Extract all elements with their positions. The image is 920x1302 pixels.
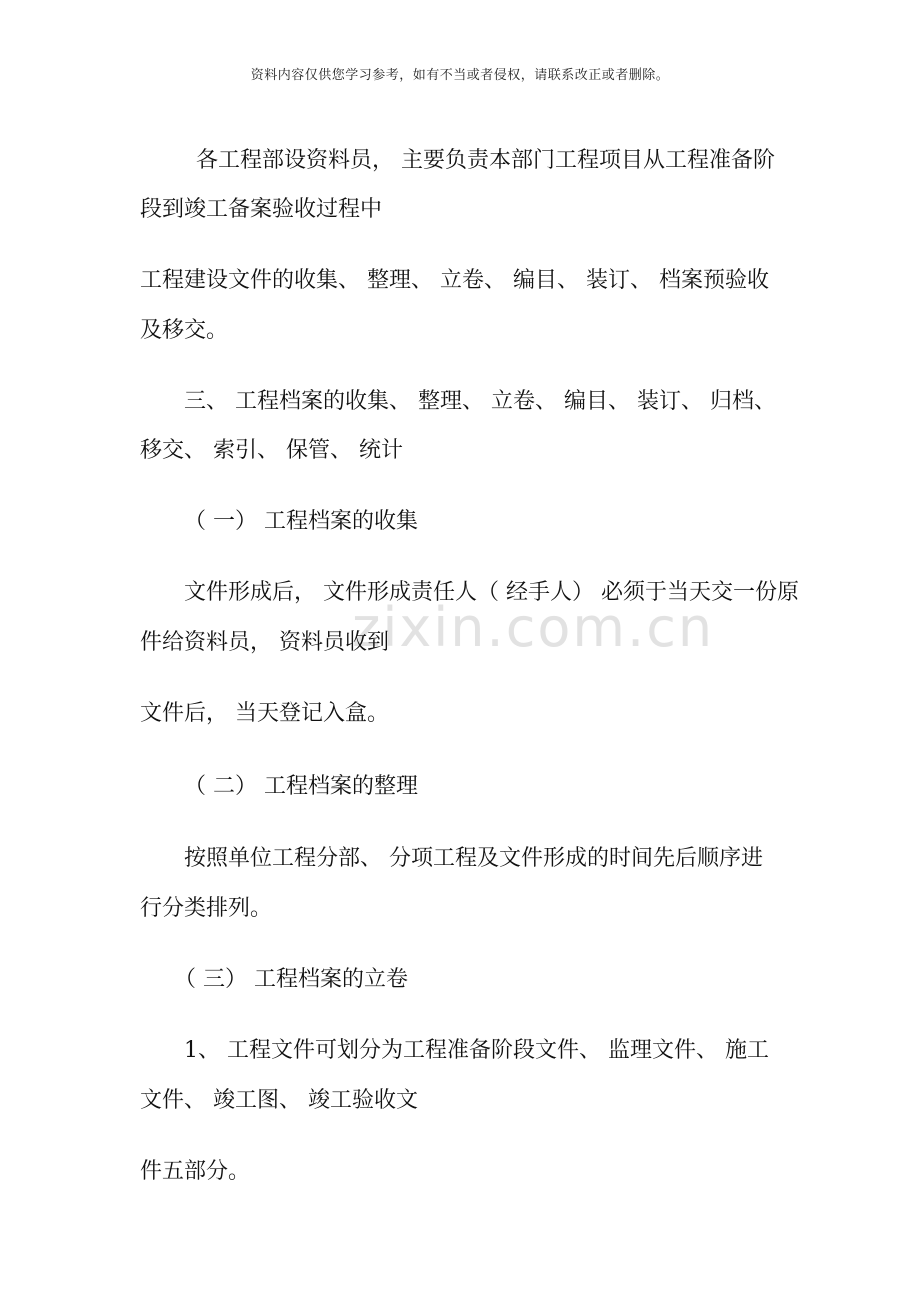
paragraph-line: 件给资料员， 资料员收到 <box>140 630 389 655</box>
paragraph-line: 文件形成后， 文件形成责任人（ 经手人） 必须于当天交一份原 <box>184 580 799 605</box>
subsection-heading-collection: （ 一） 工程档案的收集 <box>184 509 418 534</box>
paragraph-line: 文件、 竣工图、 竣工验收文 <box>140 1088 418 1113</box>
paragraph-line: 工程建设文件的收集、 整理、 立卷、 编目、 装订、 档案预验收 <box>140 268 769 293</box>
paragraph-line: 件五部分。 <box>140 1159 251 1184</box>
paragraph-line: 及移交。 <box>140 318 229 343</box>
section-heading-cont: 移交、 索引、 保管、 统计 <box>140 438 403 463</box>
paragraph-line: 按照单位工程分部、 分项工程及文件形成的时间先后顺序进 <box>184 846 763 871</box>
subsection-heading-arrangement: （ 二） 工程档案的整理 <box>184 774 418 799</box>
section-heading: 三、 工程档案的收集、 整理、 立卷、 编目、 装订、 归档、 <box>184 389 776 414</box>
paragraph-line: 段到竣工备案验收过程中 <box>140 197 383 222</box>
paragraph-line: 1、 工程文件可划分为工程准备阶段文件、 监理文件、 施工 <box>184 1038 769 1063</box>
watermark-text: zixin.com.cn <box>352 596 715 659</box>
disclaimer-header: 资料内容仅供您学习参考，如有不当或者侵权，请联系改正或者删除。 <box>250 68 670 83</box>
paragraph-line: 各工程部设资料员， 主要负责本部门工程项目从工程准备阶 <box>196 148 775 173</box>
paragraph-line: 行分类排列。 <box>140 896 273 921</box>
paragraph-line: 文件后， 当天登记入盒。 <box>140 701 389 726</box>
subsection-heading-filing: （ 三） 工程档案的立卷 <box>174 967 408 992</box>
